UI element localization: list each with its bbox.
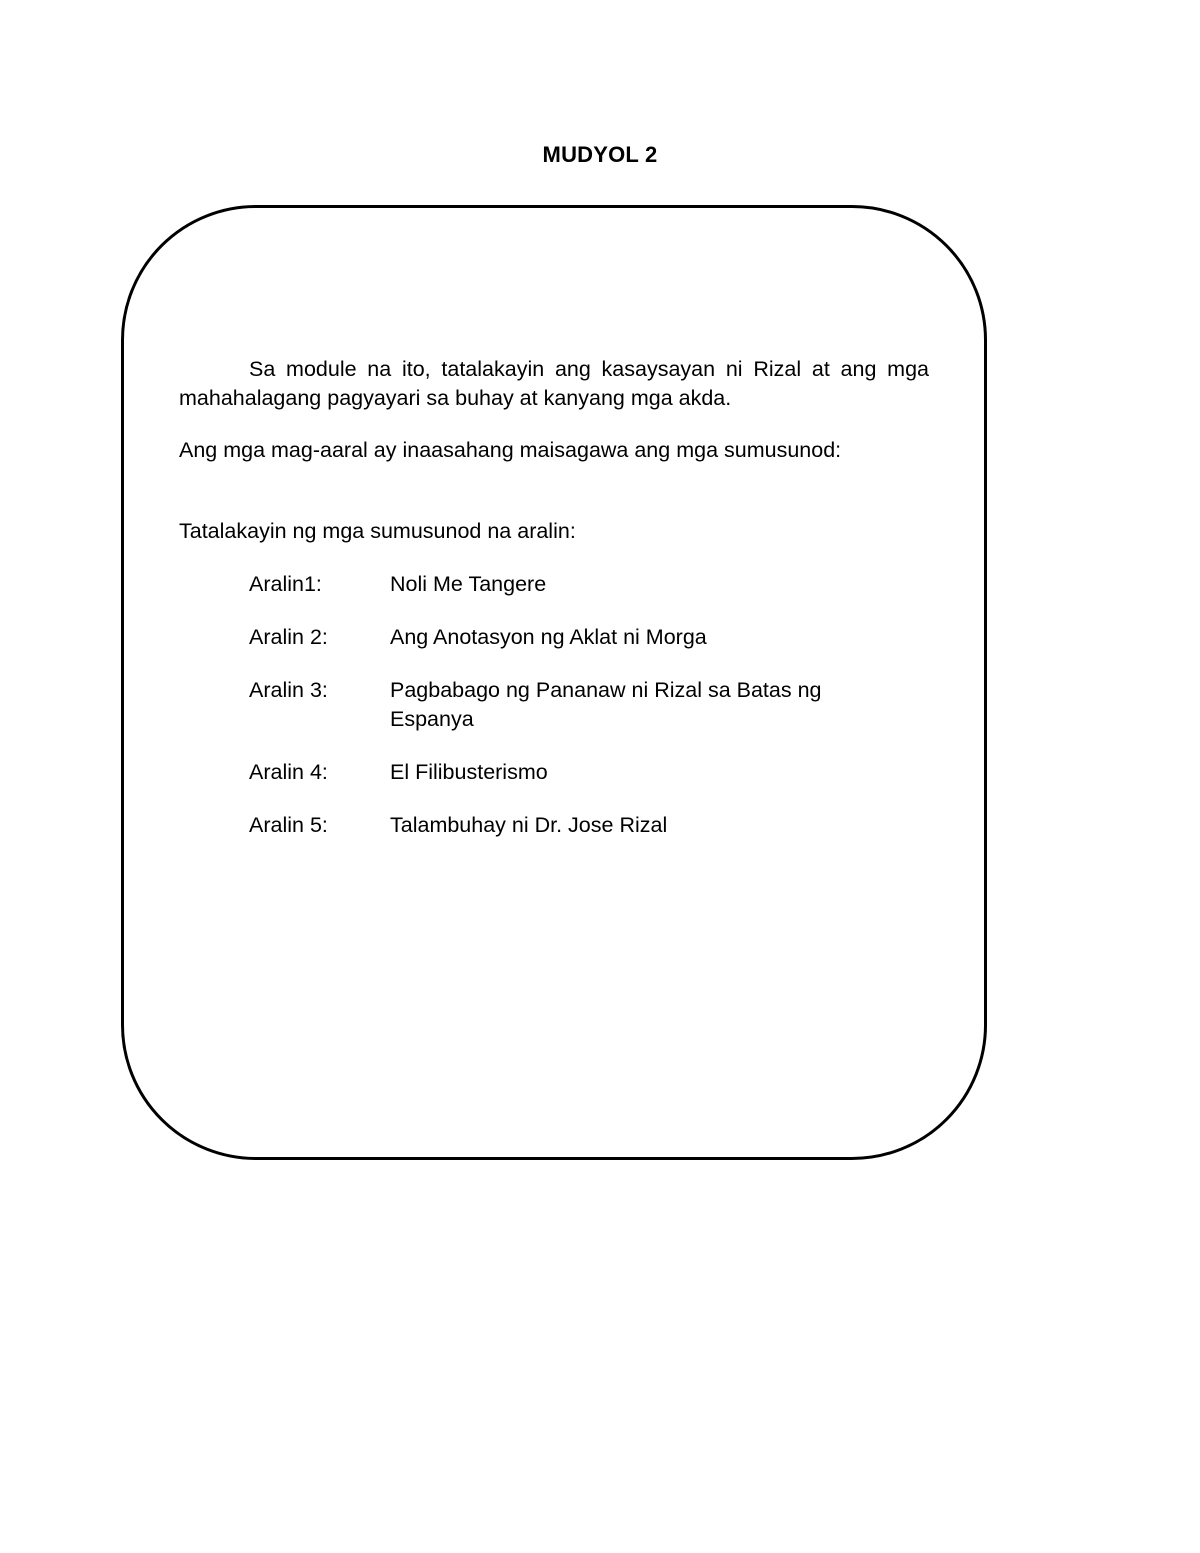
lesson-number: Aralin1: bbox=[249, 572, 322, 596]
lesson-number: Aralin 3: bbox=[249, 678, 328, 702]
lesson-number: Aralin 4: bbox=[249, 760, 328, 784]
lesson-item bbox=[249, 811, 929, 840]
lesson-title: Ang Anotasyon ng Aklat ni Morga bbox=[390, 625, 707, 649]
module-title: MUDYOL 2 bbox=[542, 142, 658, 167]
lesson-number: Aralin 2: bbox=[249, 625, 328, 649]
lesson-title: Talambuhay ni Dr. Jose Rizal bbox=[390, 813, 668, 837]
lesson-title: El Filibusterismo bbox=[390, 760, 548, 784]
lesson-item bbox=[249, 758, 929, 787]
lesson-number: Aralin 5: bbox=[249, 813, 328, 837]
objectives-line: Ang mga mag-aaral ay inaasahang maisagawa ang mga sumusunod: bbox=[179, 438, 842, 462]
intro-paragraph: Sa module na ito, tatalakayin ang kasaysayan ni Rizal at ang mga mahahalagang pagyayari sa buhay at kanyang mga akda. bbox=[179, 357, 929, 410]
lessons-heading: Tatalakayin ng mga sumusunod na aralin: bbox=[179, 519, 576, 543]
lesson-title: Noli Me Tangere bbox=[390, 572, 547, 596]
lesson-title: Pagbabago ng Pananaw ni Rizal sa Batas ng Espanya bbox=[390, 678, 822, 731]
lesson-item bbox=[249, 623, 929, 652]
lesson-item bbox=[249, 570, 929, 599]
lesson-item bbox=[249, 676, 929, 734]
lesson-list bbox=[179, 570, 929, 840]
module-content bbox=[179, 355, 929, 864]
